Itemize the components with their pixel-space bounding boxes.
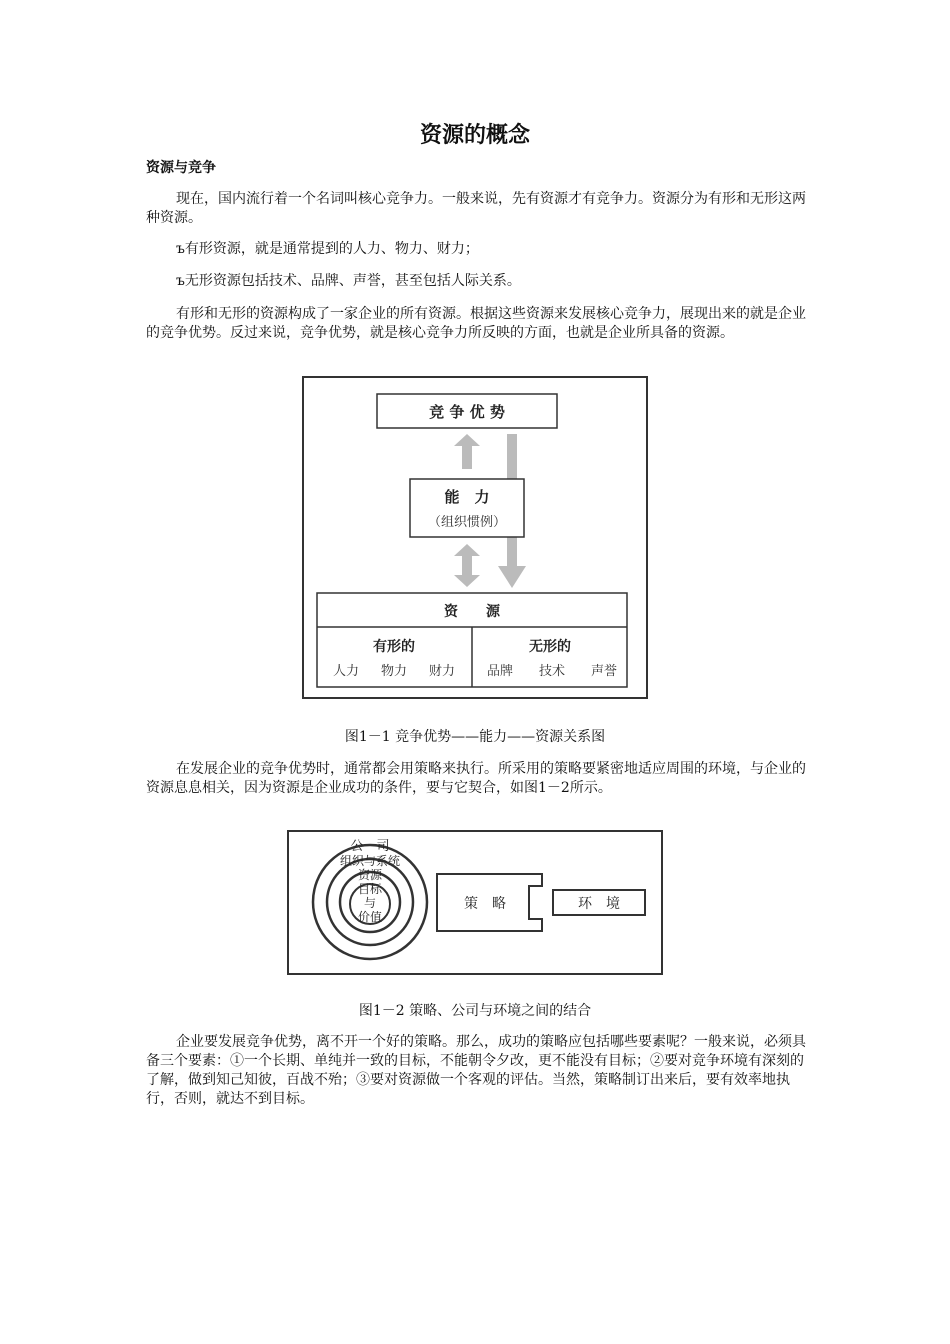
goal-label: 目标 bbox=[357, 882, 383, 896]
resources-label: 资源 bbox=[357, 868, 383, 882]
figure-2-diagram bbox=[287, 830, 663, 975]
figure-1-caption: 图1－1 竞争优势——能力——资源关系图 bbox=[344, 729, 606, 745]
capability-sublabel: （组织惯例） bbox=[427, 515, 507, 530]
intangible-item: 技术 bbox=[538, 664, 566, 679]
company-label: 公 司 bbox=[350, 839, 390, 854]
resources-header: 资 源 bbox=[444, 604, 500, 620]
paragraph-1: 现在，国内流行着一个名词叫核心竞争力。一般来说，先有资源才有竞争力。资源分为有形和无形这两种资源。 bbox=[146, 191, 806, 226]
intangible-item: 品牌 bbox=[486, 664, 514, 679]
intangible-label: 无形的 bbox=[529, 639, 571, 655]
paragraph-3: 在发展企业的竞争优势时，通常都会用策略来执行。所采用的策略要紧密地适应周围的环境，与企业的资源息息相关，因为资源是企业成功的条件，要与它契合，如图1－2所示。 bbox=[146, 761, 806, 796]
bullet-mark: ъ bbox=[176, 241, 185, 257]
environment-label: 环 境 bbox=[578, 896, 620, 912]
paragraph-4: 企业要发展竞争优势，离不开一个好的策略。那么，成功的策略应包括哪些要素呢？一般来说，必须具备三个要素：①一个长期、单纯并一致的目标，不能朝令夕改，更不能没有目标；②要对竞争环境有深刻的了解，做到知己知彼，百战不殆；③要对资源做一个客观的评估。当然，策略制订出来后，要有效率地执行，否则，就达不到目标。 bbox=[146, 1034, 806, 1107]
capability-label: 能 力 bbox=[444, 488, 490, 506]
section-heading: 资源与竞争 bbox=[146, 160, 216, 176]
goal-and-label: 与 bbox=[363, 896, 377, 910]
tangible-label: 有形的 bbox=[373, 639, 415, 655]
intangible-item: 声誉 bbox=[590, 664, 618, 679]
page-title: 资源的概念 bbox=[419, 123, 530, 148]
bullet-intangible bbox=[176, 272, 521, 291]
figure-2-caption: 图1－2 策略、公司与环境之间的结合 bbox=[358, 1003, 592, 1019]
bullet-mark: ъ bbox=[176, 273, 185, 289]
tangible-item: 人力 bbox=[332, 664, 360, 679]
bullet-text: 有形资源，就是通常提到的人力、物力、财力； bbox=[184, 241, 479, 257]
org-system-label: 组织与系统 bbox=[339, 854, 401, 868]
bullet-tangible bbox=[176, 240, 479, 259]
paragraph-2: 有形和无形的资源构成了一家企业的所有资源。根据这些资源来发展核心竞争力，展现出来的就是企业的竞争优势。反过来说，竞争优势，就是核心竞争力所反映的方面，也就是企业所具备的资源。 bbox=[146, 306, 806, 341]
tangible-item: 财力 bbox=[428, 664, 456, 679]
strategy-label: 策 略 bbox=[464, 896, 506, 912]
competitive-advantage-label: 竞 争 优 势 bbox=[429, 403, 505, 421]
value-label: 价值 bbox=[357, 910, 383, 924]
tangible-item: 物力 bbox=[380, 664, 408, 679]
bullet-text: 无形资源包括技术、品牌、声誉，甚至包括人际关系。 bbox=[184, 273, 521, 289]
figure-1-diagram bbox=[302, 376, 648, 699]
